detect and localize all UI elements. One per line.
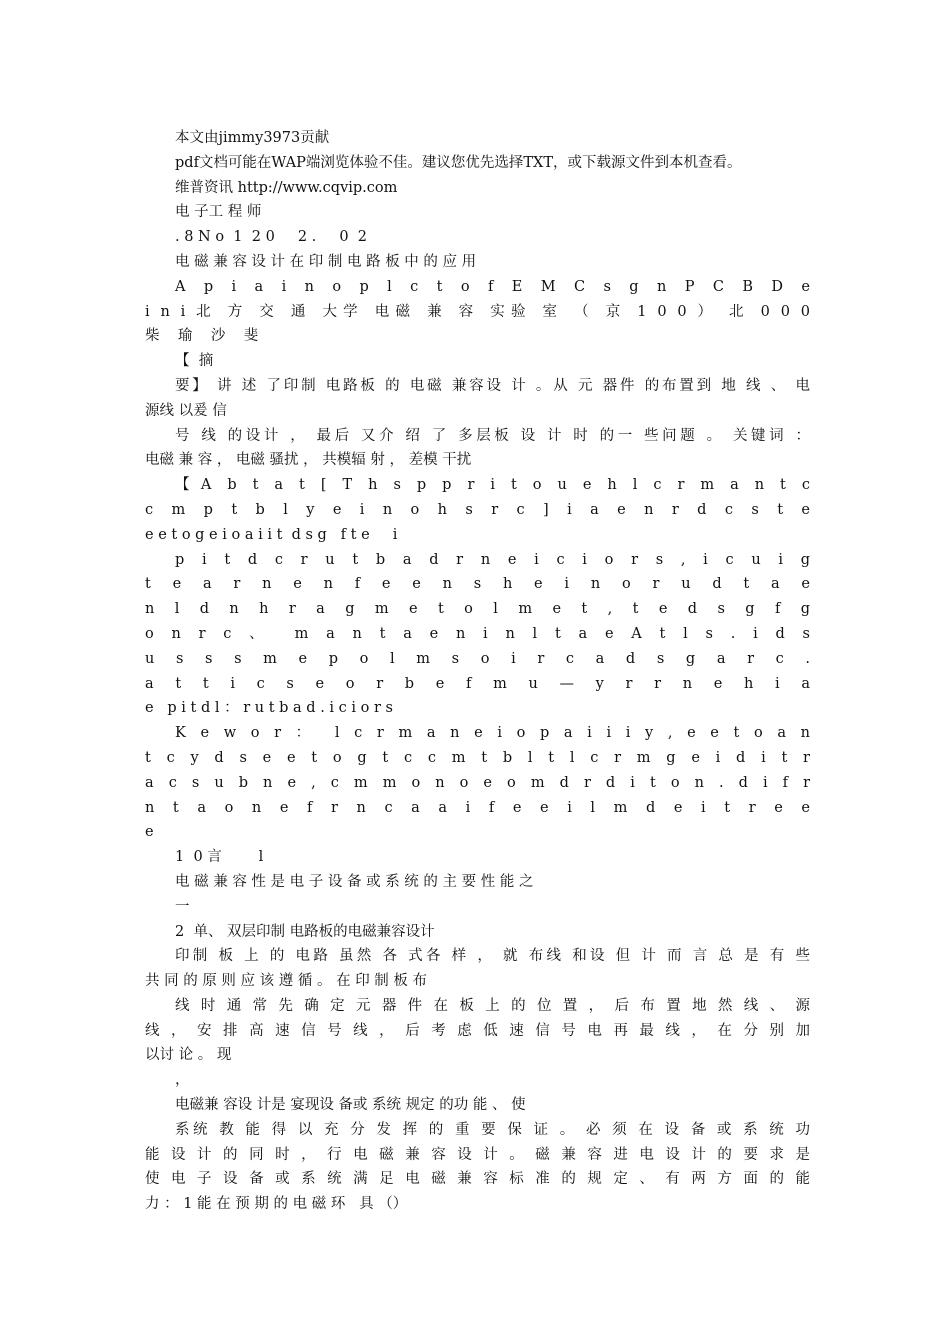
- text-line: . 8 N o 1 2 0 2 . 0 2: [175, 229, 368, 246]
- text-line: 电 磁 兼 容 性 是 电 子 设 备 或 系 统 的 主 要 性 能 之: [175, 873, 534, 890]
- text-line: 线 时 通 常 先 确 定 元 器 件 在 板 上 的 位 置 ， 后 布 置 地 然 线 、 源: [175, 997, 810, 1014]
- text-line: 柴 瑜 沙 斐: [145, 328, 259, 345]
- text-line: i n i 北 方 交 通 大学 电磁 兼 容 实验 室 （ 京 1 0 0 ） 北 0 0 0: [145, 303, 810, 320]
- text-line: a t t i c s e o r b e f m u — y r r n e h i a: [145, 675, 810, 692]
- text-line: 力 ： 1 能 在 预 期 的 电 磁 环 具 （）: [145, 1196, 408, 1213]
- text-line: c m p t b l y e i n o h s r c ] i a e n r d c s t e: [145, 501, 810, 518]
- text-line: K e w o r ： l c r m a n e i o p a i i i y , e e t o a n: [175, 725, 810, 742]
- text-line: u s s s m e p o l m s o i r c a d s g a r c .: [145, 650, 810, 667]
- text-line: 维普资讯 http://www.cqvip.com: [175, 179, 398, 196]
- text-line: 能 设 计 的 同 时 ， 行 电 磁 兼 容 设 计 。 磁 兼 容 进 电 设 计 的 要 求 是: [145, 1146, 810, 1163]
- text-line: 【 摘: [175, 353, 214, 370]
- text-line: p i t d c r u t b a d r n e i c i o r s , i c u i g: [175, 551, 810, 568]
- text-line: 源线 以爰 信: [145, 402, 227, 419]
- text-line: n l d n h r a g m e t o l m e t , t e d s g f g: [145, 601, 810, 618]
- text-line: 印制 板 上 的 电路 虽然 各 式各 样 ， 就 布线 和设 但 计 而 言 总 是 有 些: [175, 948, 810, 965]
- text-line: 一: [175, 898, 190, 915]
- text-line: 系统 教 能 得 以 充 分 发 挥 的 重 要 保 证 。 必 须 在 设 备 或 系 统 功: [175, 1121, 810, 1138]
- text-line: e p i t d l ： r u t b a d . i c i o r s: [145, 700, 393, 717]
- text-line: 2 单、 双层印制 电路板的电磁兼容设计: [175, 923, 435, 940]
- text-line: 本文由jimmy3973贡献: [175, 130, 330, 146]
- document-page: [145, 126, 810, 1217]
- text-line: 以讨 论 。 现: [145, 1047, 232, 1064]
- text-line: 电磁兼 容设 计是 宴现设 备或 系统 规定 的功 能 、 使: [175, 1097, 526, 1114]
- text-line: 线 ， 安 排 高 速 信 号 线 ， 后 考 虑 低 速 信 号 电 再 最 线 ， 在 分 别 加: [145, 1022, 810, 1039]
- text-line: 电 子工 程 师: [175, 204, 262, 221]
- text-line: a c s u b n e , c m m o n o e o m d r d i t o n . d i f r: [145, 774, 810, 791]
- text-line: o n r c 、 m a n t a e n i n l t a e A t l s . i d s: [145, 625, 810, 642]
- text-line: t e a r n e n f e e n s h e i n o r u d t a e: [145, 576, 810, 593]
- text-line: 电 磁 兼 容 设 计 在 印 制 电 路 板 中 的 应 用: [175, 253, 477, 270]
- text-line: e e t o g e i o a i i t d s g f t e i: [145, 526, 398, 543]
- text-line: 【A b t a t [ T h s p p r i t o u e h l c r m a n t c: [175, 477, 810, 494]
- text-line: 电磁 兼 容 ， 电磁 骚扰 ， 共模辐 射 ， 差模 干扰: [145, 452, 472, 469]
- text-line: 号 线 的设计 ， 最后 又介 绍 了 多层板 设 计 时 的一 些问题 。 关键词 ：: [175, 427, 810, 444]
- text-line: ，: [175, 1072, 190, 1089]
- text-line: 使 电 子 设 备 或 系 统 满 足 电 磁 兼 容 标 准 的 规 定 、 有 两 方 面 的 能: [145, 1171, 810, 1188]
- text-line: n t a o n e f r n c a a i f e e i l m d e i t r e e: [145, 799, 810, 816]
- text-line: 共 同 的 原 则 应 该 遵 循 。 在 印 制 板 布: [145, 973, 428, 990]
- text-line: 1 0 言 l: [175, 849, 264, 866]
- text-line: t c y d s e e t o g t c c m t b l t l c r m g e i d i t r: [145, 749, 810, 766]
- text-line: 要】 讲 述 了印制 电路板 的 电磁 兼容设 计 。从 元 器件 的布置到 地 线 、 电: [175, 377, 810, 394]
- text-line: e: [145, 824, 154, 841]
- text-line: A p i a i n o p l c t o f E M C s g n P C B D e: [175, 278, 810, 295]
- text-line: pdf文档可能在WAP端浏览体验不佳。建议您优先选择TXT，或下载源文件到本机查看。: [175, 154, 742, 171]
